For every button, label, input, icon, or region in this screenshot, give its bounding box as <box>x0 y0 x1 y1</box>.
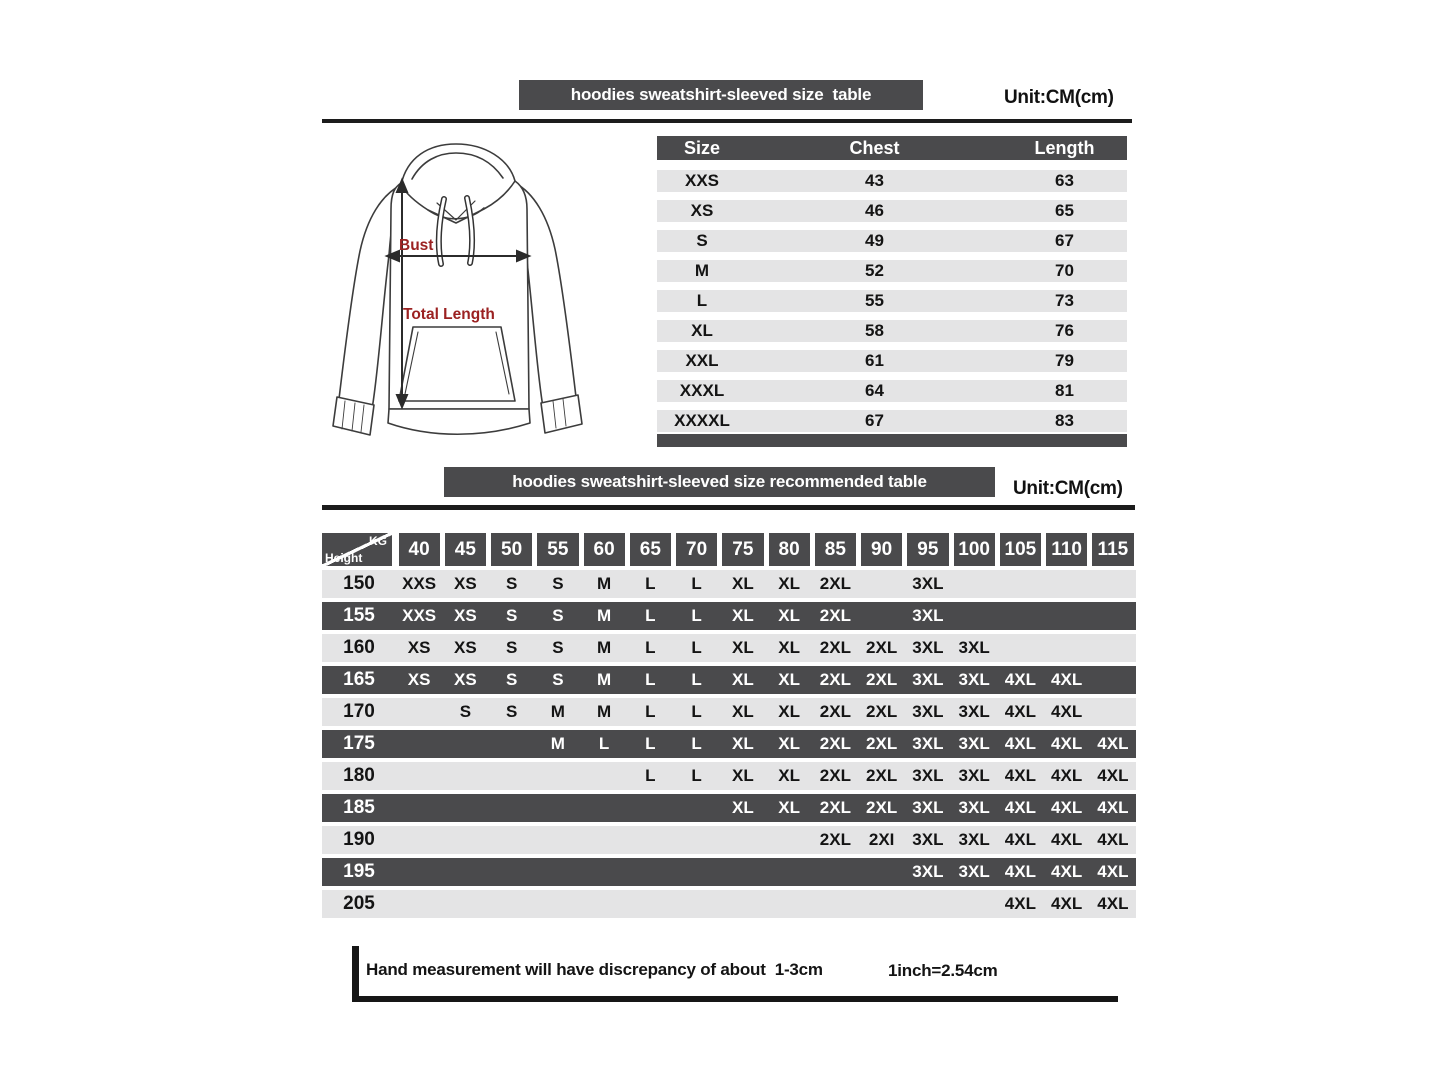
height-cell: 180 <box>343 765 375 786</box>
size-cell <box>997 602 1043 630</box>
chest-column-header: Chest <box>849 138 900 158</box>
size-cell: 4XL <box>1004 862 1036 881</box>
size-cell: L <box>645 606 656 625</box>
weight-header-cell: 55 <box>535 533 581 566</box>
size-cell: XL <box>732 766 754 785</box>
size-cell <box>396 858 442 886</box>
size-cell <box>489 858 535 886</box>
size-cell <box>905 890 951 918</box>
size-cell: L <box>691 638 702 657</box>
matrix-row <box>322 602 1136 630</box>
size-cell: XXS <box>402 606 437 625</box>
size-cell: XXL <box>685 351 719 370</box>
size-cell: M <box>597 702 612 721</box>
chest-cell: 61 <box>865 351 884 370</box>
size-cell: 4XL <box>1097 734 1129 753</box>
matrix-corner-cell <box>322 533 392 566</box>
measurement-discrepancy-note: Hand measurement will have discrepancy of about 1-3cm <box>366 960 823 979</box>
size-cell <box>535 826 581 854</box>
size-cell <box>581 858 627 886</box>
size-cell <box>951 570 997 598</box>
size-cell <box>1090 666 1136 694</box>
size-cell: L <box>645 638 656 657</box>
size-cell <box>396 698 442 726</box>
size-cell: XL <box>778 670 800 689</box>
size-table-row <box>657 290 1127 312</box>
size-cell <box>535 890 581 918</box>
size-cell: L <box>645 574 656 593</box>
size-table-row <box>657 230 1127 252</box>
size-cell: 3XL <box>958 766 990 785</box>
size-cell: 2XL <box>866 638 898 657</box>
weight-header-cell: 75 <box>720 533 766 566</box>
chest-cell: 52 <box>865 261 884 280</box>
size-cell: 4XL <box>1051 894 1083 913</box>
size-cell <box>535 794 581 822</box>
size-cell <box>859 890 905 918</box>
weight-header-cell: 65 <box>627 533 673 566</box>
size-cell: XL <box>778 734 800 753</box>
size-cell: 3XL <box>912 670 944 689</box>
matrix-row <box>322 794 1136 822</box>
size-cell <box>1090 570 1136 598</box>
size-cell: 2XL <box>819 830 851 849</box>
size-cell: S <box>552 638 564 657</box>
size-cell: XL <box>732 606 754 625</box>
size-cell: 4XL <box>1051 862 1083 881</box>
size-table-title: hoodies sweatshirt-sleeved size table <box>570 85 872 104</box>
recommended-table-unit-label: Unit:CM(cm) <box>1013 478 1123 499</box>
height-cell: 205 <box>343 893 375 914</box>
weight-header-cell: 40 <box>396 533 442 566</box>
size-cell <box>489 730 535 758</box>
matrix-header-row <box>322 533 1136 566</box>
size-cell <box>812 858 858 886</box>
size-cell <box>674 826 720 854</box>
inch-conversion-note: 1inch=2.54cm <box>888 961 998 980</box>
size-cell: 2XI <box>868 830 895 849</box>
chest-cell: 43 <box>865 171 884 190</box>
height-cell: 190 <box>343 829 375 850</box>
size-cell <box>997 570 1043 598</box>
size-cell <box>581 890 627 918</box>
size-cell <box>627 890 673 918</box>
size-cell: 2XL <box>819 734 851 753</box>
size-cell: 3XL <box>912 798 944 817</box>
size-cell: L <box>691 670 702 689</box>
size-table-unit-label: Unit:CM(cm) <box>1004 87 1114 108</box>
size-cell: XL <box>732 638 754 657</box>
size-cell <box>396 794 442 822</box>
size-cell: 4XL <box>1004 894 1036 913</box>
size-cell <box>674 858 720 886</box>
corner-height-label: Height <box>325 551 363 565</box>
size-cell: XL <box>778 766 800 785</box>
size-cell: 2XL <box>819 638 851 657</box>
size-cell <box>1044 570 1090 598</box>
size-table-row <box>657 410 1127 432</box>
height-cell: 170 <box>343 701 375 722</box>
size-cell: XL <box>732 574 754 593</box>
size-cell: L <box>691 574 702 593</box>
size-cell: 4XL <box>1004 798 1036 817</box>
size-cell: XL <box>732 798 754 817</box>
size-cell <box>442 826 488 854</box>
size-cell <box>442 890 488 918</box>
size-cell: 3XL <box>912 862 944 881</box>
size-table-title-bar <box>519 80 923 110</box>
height-cell: 195 <box>343 861 375 882</box>
chest-cell: 64 <box>865 381 884 400</box>
length-cell: 76 <box>1055 321 1074 340</box>
length-column-header: Length <box>1034 138 1095 158</box>
size-cell: L <box>645 670 656 689</box>
size-cell: 4XL <box>1097 766 1129 785</box>
size-cell: S <box>552 574 564 593</box>
size-cell <box>951 602 997 630</box>
recommended-table-title: hoodies sweatshirt-sleeved size recommended table <box>512 472 927 491</box>
size-cell: L <box>645 702 656 721</box>
size-cell: 3XL <box>912 830 944 849</box>
size-cell: M <box>694 261 710 280</box>
size-cell: XS <box>454 574 477 593</box>
recommended-table-title-bar <box>444 467 995 497</box>
size-cell: 2XL <box>819 670 851 689</box>
weight-header-cell: 95 <box>905 533 951 566</box>
weight-header-cell: 70 <box>674 533 720 566</box>
size-cell: S <box>505 670 518 689</box>
footer-left-bar <box>352 946 359 998</box>
size-cell: 3XL <box>958 862 990 881</box>
size-cell: L <box>691 766 702 785</box>
length-cell: 83 <box>1055 411 1074 430</box>
height-cell: 160 <box>343 637 375 658</box>
chest-cell: 49 <box>865 231 884 250</box>
size-cell <box>581 794 627 822</box>
size-cell <box>489 762 535 790</box>
size-cell <box>951 890 997 918</box>
size-cell: 4XL <box>1004 766 1036 785</box>
size-cell <box>766 826 812 854</box>
size-table-bottom-bar <box>657 434 1127 447</box>
size-cell: L <box>696 291 708 310</box>
size-cell: 4XL <box>1004 734 1036 753</box>
size-cell <box>766 858 812 886</box>
chest-cell: 58 <box>865 321 884 340</box>
size-cell: L <box>691 606 702 625</box>
size-cell: XS <box>454 670 477 689</box>
size-cell: XS <box>454 638 477 657</box>
size-table-row <box>657 260 1127 282</box>
size-cell: M <box>550 702 565 721</box>
size-cell: XL <box>691 321 713 340</box>
size-table-row <box>657 350 1127 372</box>
size-table-row <box>657 170 1127 192</box>
length-cell: 63 <box>1055 171 1074 190</box>
size-cell <box>1090 602 1136 630</box>
size-cell: S <box>505 702 518 721</box>
matrix-row <box>322 634 1136 662</box>
weight-header-cell: 60 <box>581 533 627 566</box>
size-cell <box>489 890 535 918</box>
weight-header-cell: 105 <box>997 533 1043 566</box>
length-cell: 67 <box>1055 231 1074 250</box>
size-table-row <box>657 320 1127 342</box>
corner-kg-label: KG <box>369 534 387 548</box>
size-cell: S <box>505 574 518 593</box>
size-cell: XL <box>778 638 800 657</box>
size-cell: 4XL <box>1051 670 1083 689</box>
matrix-row <box>322 858 1136 886</box>
size-cell: 4XL <box>1051 798 1083 817</box>
size-cell: 3XL <box>958 798 990 817</box>
size-cell: 3XL <box>912 734 944 753</box>
weight-header-cell: 90 <box>859 533 905 566</box>
size-cell: 3XL <box>912 638 944 657</box>
matrix-body <box>322 570 1136 918</box>
size-cell: 4XL <box>1051 766 1083 785</box>
size-cell <box>396 730 442 758</box>
size-cell: XL <box>732 670 754 689</box>
length-cell: 70 <box>1055 261 1074 280</box>
size-cell: 3XL <box>958 702 990 721</box>
size-cell: L <box>691 734 702 753</box>
weight-header-cell: 45 <box>442 533 488 566</box>
size-cell: M <box>597 670 612 689</box>
size-cell: S <box>505 606 518 625</box>
weight-header-cell: 85 <box>812 533 858 566</box>
size-cell <box>442 858 488 886</box>
size-cell: XL <box>778 574 800 593</box>
size-cell <box>1044 634 1090 662</box>
middle-divider-line <box>322 505 1135 510</box>
size-cell <box>997 634 1043 662</box>
size-cell <box>1090 698 1136 726</box>
chest-cell: 55 <box>865 291 884 310</box>
size-cell: L <box>645 766 656 785</box>
size-cell <box>720 890 766 918</box>
size-cell: 2XL <box>819 766 851 785</box>
size-cell: 3XL <box>958 670 990 689</box>
height-cell: 150 <box>343 573 375 594</box>
size-cell: 4XL <box>1097 894 1129 913</box>
size-cell: 2XL <box>819 574 851 593</box>
size-cell: 4XL <box>1097 862 1129 881</box>
size-table-row <box>657 380 1127 402</box>
size-cell <box>442 730 488 758</box>
size-cell <box>489 826 535 854</box>
size-cell: 4XL <box>1097 798 1129 817</box>
size-cell <box>627 794 673 822</box>
hoodie-measurement-diagram <box>325 133 625 458</box>
size-cell: 4XL <box>1051 734 1083 753</box>
size-cell: S <box>552 670 564 689</box>
size-cell <box>859 602 905 630</box>
length-cell: 73 <box>1055 291 1074 310</box>
matrix-row <box>322 730 1136 758</box>
size-cell <box>581 762 627 790</box>
weight-header-cell: 115 <box>1090 533 1136 566</box>
size-cell: M <box>597 606 612 625</box>
size-cell: XS <box>407 638 431 657</box>
top-divider-line <box>322 119 1132 123</box>
weight-header-cell: 110 <box>1044 533 1090 566</box>
size-cell: 3XL <box>958 638 990 657</box>
size-cell <box>396 826 442 854</box>
bust-label: Bust <box>399 237 434 254</box>
size-cell: S <box>505 638 518 657</box>
size-cell <box>859 858 905 886</box>
size-cell <box>812 890 858 918</box>
size-cell <box>627 826 673 854</box>
size-cell <box>674 890 720 918</box>
size-cell: XS <box>690 201 714 220</box>
size-cell: S <box>459 702 472 721</box>
size-cell <box>535 858 581 886</box>
height-cell: 175 <box>343 733 375 754</box>
size-cell: L <box>691 702 702 721</box>
total-length-label: Total Length <box>403 306 495 323</box>
size-cell: 4XL <box>1097 830 1129 849</box>
size-cell: 4XL <box>1004 830 1036 849</box>
size-cell: 3XL <box>912 702 944 721</box>
size-cell <box>720 858 766 886</box>
size-cell: M <box>597 574 612 593</box>
size-cell: 4XL <box>1004 670 1036 689</box>
size-cell <box>396 762 442 790</box>
size-cell <box>442 762 488 790</box>
size-cell: 3XL <box>912 766 944 785</box>
size-table-header <box>657 136 1127 160</box>
size-cell: 3XL <box>958 830 990 849</box>
size-cell: XL <box>778 606 800 625</box>
matrix-row <box>322 762 1136 790</box>
size-cell: 2XL <box>819 798 851 817</box>
height-cell: 165 <box>343 669 375 690</box>
weight-header-cell: 50 <box>489 533 535 566</box>
size-cell: 2XL <box>866 670 898 689</box>
size-cell <box>720 826 766 854</box>
size-cell: L <box>645 734 656 753</box>
size-cell <box>396 890 442 918</box>
size-cell: XL <box>732 702 754 721</box>
size-cell: 3XL <box>912 606 944 625</box>
matrix-row <box>322 826 1136 854</box>
chest-cell: 46 <box>865 201 884 220</box>
size-table-row <box>657 200 1127 222</box>
size-cell: 2XL <box>819 702 851 721</box>
size-cell: XXS <box>684 171 720 190</box>
length-cell: 65 <box>1055 201 1074 220</box>
size-cell <box>859 570 905 598</box>
size-cell <box>1044 602 1090 630</box>
size-cell: S <box>696 231 708 250</box>
weight-header-cell: 80 <box>766 533 812 566</box>
matrix-row <box>322 666 1136 694</box>
size-cell <box>535 762 581 790</box>
size-cell: 2XL <box>866 798 898 817</box>
size-cell: 4XL <box>1004 702 1036 721</box>
size-cell <box>627 858 673 886</box>
size-cell: XS <box>407 670 431 689</box>
size-cell: 3XL <box>958 734 990 753</box>
size-cell: 2XL <box>819 606 851 625</box>
length-cell: 81 <box>1055 381 1074 400</box>
size-cell: M <box>597 638 612 657</box>
size-cell: 2XL <box>866 766 898 785</box>
size-cell <box>1090 634 1136 662</box>
size-cell: XXS <box>402 574 437 593</box>
size-cell: XS <box>454 606 477 625</box>
size-cell: 4XL <box>1051 830 1083 849</box>
size-cell: 2XL <box>866 734 898 753</box>
matrix-row <box>322 698 1136 726</box>
size-cell: XL <box>732 734 754 753</box>
size-column-header: Size <box>683 138 721 158</box>
size-cell <box>766 890 812 918</box>
height-cell: 155 <box>343 605 375 626</box>
size-cell <box>581 826 627 854</box>
chest-cell: 67 <box>865 411 884 430</box>
size-table-body <box>657 160 1127 432</box>
size-cell: 3XL <box>912 574 944 593</box>
weight-header-cell: 100 <box>951 533 997 566</box>
size-cell: L <box>598 734 610 753</box>
matrix-row <box>322 570 1136 598</box>
footer-bottom-bar <box>352 996 1118 1002</box>
height-cell: 185 <box>343 797 375 818</box>
size-cell <box>442 794 488 822</box>
size-recommendation-matrix <box>322 533 1136 922</box>
size-cell: XXXXL <box>674 411 730 430</box>
size-cell: XXXL <box>679 381 725 400</box>
size-cell: M <box>550 734 565 753</box>
size-cell: 4XL <box>1051 702 1083 721</box>
matrix-row <box>322 890 1136 918</box>
size-cell: S <box>552 606 564 625</box>
length-cell: 79 <box>1055 351 1074 370</box>
size-cell: XL <box>778 798 800 817</box>
size-cell: XL <box>778 702 800 721</box>
size-table <box>657 136 1127 447</box>
size-cell: 2XL <box>866 702 898 721</box>
size-cell <box>489 794 535 822</box>
size-cell <box>674 794 720 822</box>
